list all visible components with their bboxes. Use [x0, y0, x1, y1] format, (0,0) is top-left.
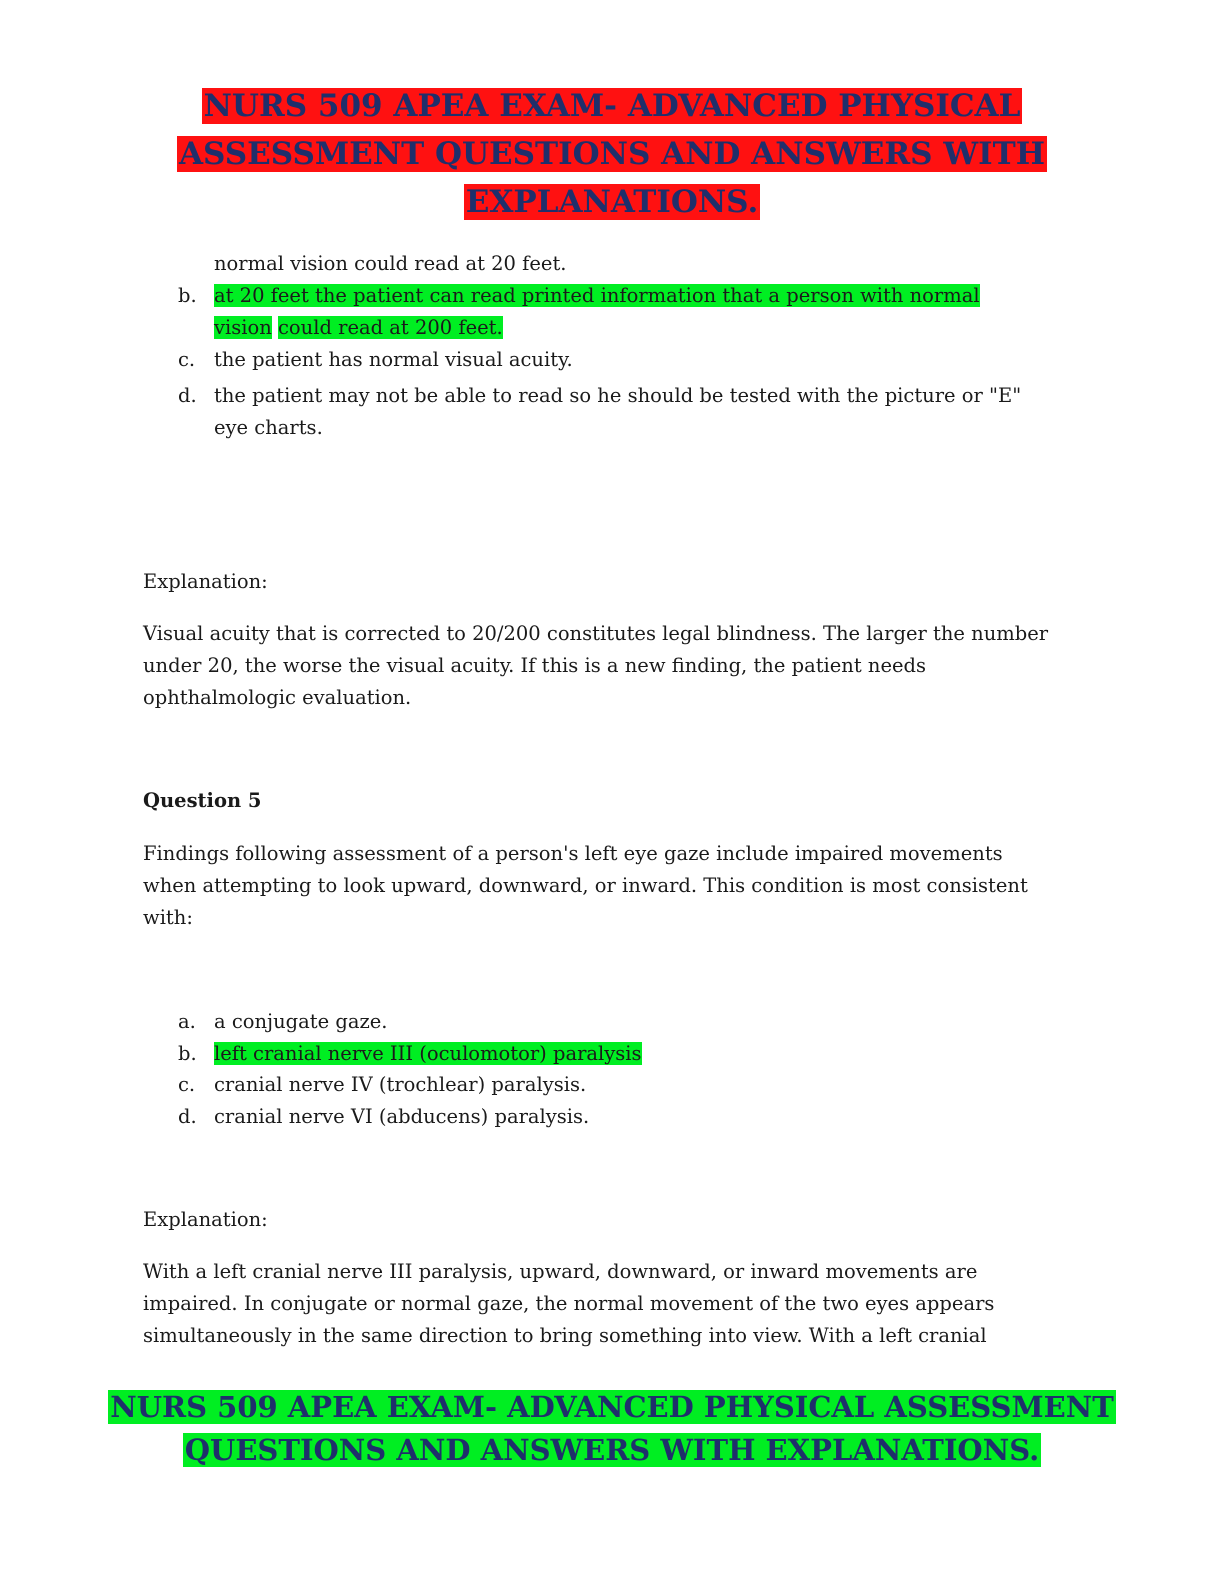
q4-option-d-line2: eye charts. [214, 416, 323, 439]
footer-line-2: QUESTIONS AND ANSWERS WITH EXPLANATIONS. [184, 1433, 1040, 1467]
header-line-3: EXPLANATIONS. [465, 184, 759, 220]
q5-stem-line: when attempting to look upward, downward, or inward. This condition is most consistent [143, 874, 1028, 897]
q4-explanation-line: under 20, the worse the visual acuity. If this is a new finding, the patient needs [143, 654, 927, 677]
q5-heading: Question 5 [143, 789, 262, 812]
q5-option-d-text: cranial nerve VI (abducens) paralysis. [214, 1105, 590, 1128]
q5-explanation-line: simultaneously in the same direction to bring something into view. With a left cranial [143, 1324, 987, 1347]
option-letter: d. [178, 384, 197, 407]
q4-explanation-line: ophthalmologic evaluation. [143, 686, 412, 709]
q5-explanation-line: With a left cranial nerve III paralysis, upward, downward, or inward movements are [143, 1260, 978, 1283]
header-line-1: NURS 509 APEA EXAM- ADVANCED PHYSICAL [203, 88, 1021, 124]
q5-stem-line: with: [143, 906, 193, 929]
q5-explanation [143, 1256, 1083, 1352]
option-letter: b. [178, 1042, 197, 1065]
option-letter: c. [178, 348, 196, 371]
q4-explanation [143, 618, 1083, 714]
q5-stem-line: Findings following assessment of a person's left eye gaze include impaired movements [143, 842, 1003, 865]
q5-explanation-line: impaired. In conjugate or normal gaze, the normal movement of the two eyes appears [143, 1292, 995, 1315]
q4-explanation-line: Visual acuity that is corrected to 20/200 constitutes legal blindness. The larger the number [143, 622, 1049, 645]
footer-title [0, 1386, 1224, 1472]
q4-option-b-line2b: could read at 200 feet. [278, 316, 503, 339]
q4-option-c-text: the patient has normal visual acuity. [214, 348, 573, 371]
option-letter: a. [178, 1010, 196, 1033]
q5-stem [143, 838, 1083, 934]
q4-option-d-line1: the patient may not be able to read so he should be tested with the picture or "E" [214, 384, 1022, 407]
option-letter: d. [178, 1105, 197, 1128]
option-letter: c. [178, 1073, 196, 1096]
q4-option-b-line2a: vision [214, 316, 272, 339]
q5-explanation-label: Explanation: [143, 1208, 268, 1231]
q5-option-a-text: a conjugate gaze. [214, 1010, 388, 1033]
header-title [0, 82, 1224, 226]
footer-line-1: NURS 509 APEA EXAM- ADVANCED PHYSICAL ASSESSMENT [110, 1390, 1114, 1424]
q4-option-b-line1: at 20 feet the patient can read printed information that a person with normal [214, 284, 980, 307]
option-letter: b. [178, 284, 197, 307]
header-line-2: ASSESSMENT QUESTIONS AND ANSWERS WITH [178, 136, 1046, 172]
q4-explanation-label: Explanation: [143, 570, 268, 593]
q4-option-a-tail: normal vision could read at 20 feet. [214, 252, 567, 275]
q5-option-b-text: left cranial nerve III (oculomotor) paralysis [214, 1042, 642, 1065]
q5-option-c-text: cranial nerve IV (trochlear) paralysis. [214, 1073, 587, 1096]
